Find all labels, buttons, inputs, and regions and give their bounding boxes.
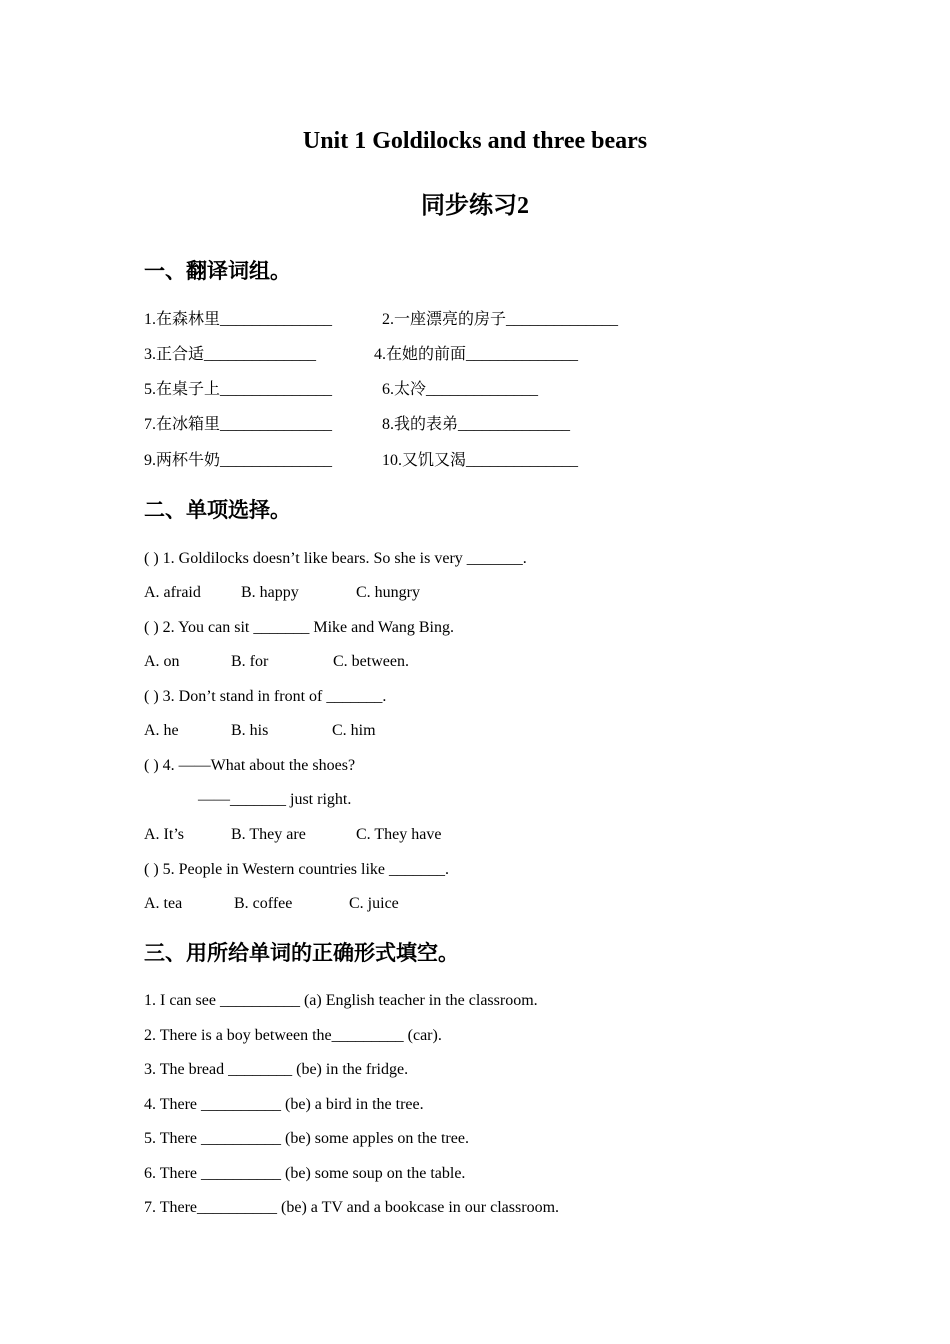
translation-item: 6.太冷______________	[382, 381, 539, 398]
fill-item: 1. I can see __________ (a) English teacher in the classroom.	[144, 992, 538, 1009]
translation-item: 9.两杯牛奶______________	[144, 452, 333, 469]
option-3c: C. him	[332, 722, 376, 739]
option-4c: C. They have	[356, 826, 442, 843]
section3-heading: 三、用所给单词的正确形式填空。	[144, 941, 459, 965]
question-5: ( ) 5. People in Western countries like _______.	[144, 861, 450, 878]
translation-item: 5.在桌子上______________	[144, 381, 333, 398]
option-4b: B. They are	[231, 826, 306, 843]
option-3a: A. he	[144, 722, 179, 739]
translation-item: 2.一座漂亮的房子______________	[382, 311, 619, 328]
question-3: ( ) 3. Don’t stand in front of _______.	[144, 688, 387, 705]
option-4a: A. It’s	[144, 826, 184, 843]
option-2a: A. on	[144, 653, 180, 670]
translation-item: 7.在冰箱里______________	[144, 416, 333, 433]
fill-item: 3. The bread ________ (be) in the fridge.	[144, 1061, 409, 1078]
option-5a: A. tea	[144, 895, 183, 912]
question-4: ( ) 4. ——What about the shoes?	[144, 757, 356, 774]
translation-item: 8.我的表弟______________	[382, 416, 571, 433]
translation-item: 10.又饥又渴______________	[382, 452, 579, 469]
section1-heading: 一、翻译词组。	[144, 259, 291, 283]
translation-item: 4.在她的前面______________	[374, 346, 579, 363]
fill-item: 4. There __________ (be) a bird in the tree.	[144, 1096, 424, 1113]
option-1c: C. hungry	[356, 584, 420, 601]
option-2c: C. between.	[333, 653, 409, 670]
fill-item: 6. There __________ (be) some soup on the table.	[144, 1165, 466, 1182]
option-1b: B. happy	[241, 584, 299, 601]
page-subtitle: 同步练习2	[421, 193, 529, 219]
fill-item: 5. There __________ (be) some apples on the tree.	[144, 1130, 469, 1147]
option-5c: C. juice	[349, 895, 399, 912]
option-1a: A. afraid	[144, 584, 201, 601]
page-title: Unit 1 Goldilocks and three bears	[302, 128, 648, 154]
fill-item: 7. There__________ (be) a TV and a bookcase in our classroom.	[144, 1199, 560, 1216]
option-2b: B. for	[231, 653, 269, 670]
section2-heading: 二、单项选择。	[144, 498, 291, 522]
fill-item: 2. There is a boy between the_________ (car).	[144, 1027, 442, 1044]
option-5b: B. coffee	[234, 895, 293, 912]
translation-item: 3.正合适______________	[144, 346, 317, 363]
question-1: ( ) 1. Goldilocks doesn’t like bears. So she is very _______.	[144, 550, 527, 567]
question-2: ( ) 2. You can sit _______ Mike and Wang Bing.	[144, 619, 454, 636]
option-3b: B. his	[231, 722, 269, 739]
translation-item: 1.在森林里______________	[144, 311, 333, 328]
question-4-answer: ——_______ just right.	[198, 791, 352, 808]
